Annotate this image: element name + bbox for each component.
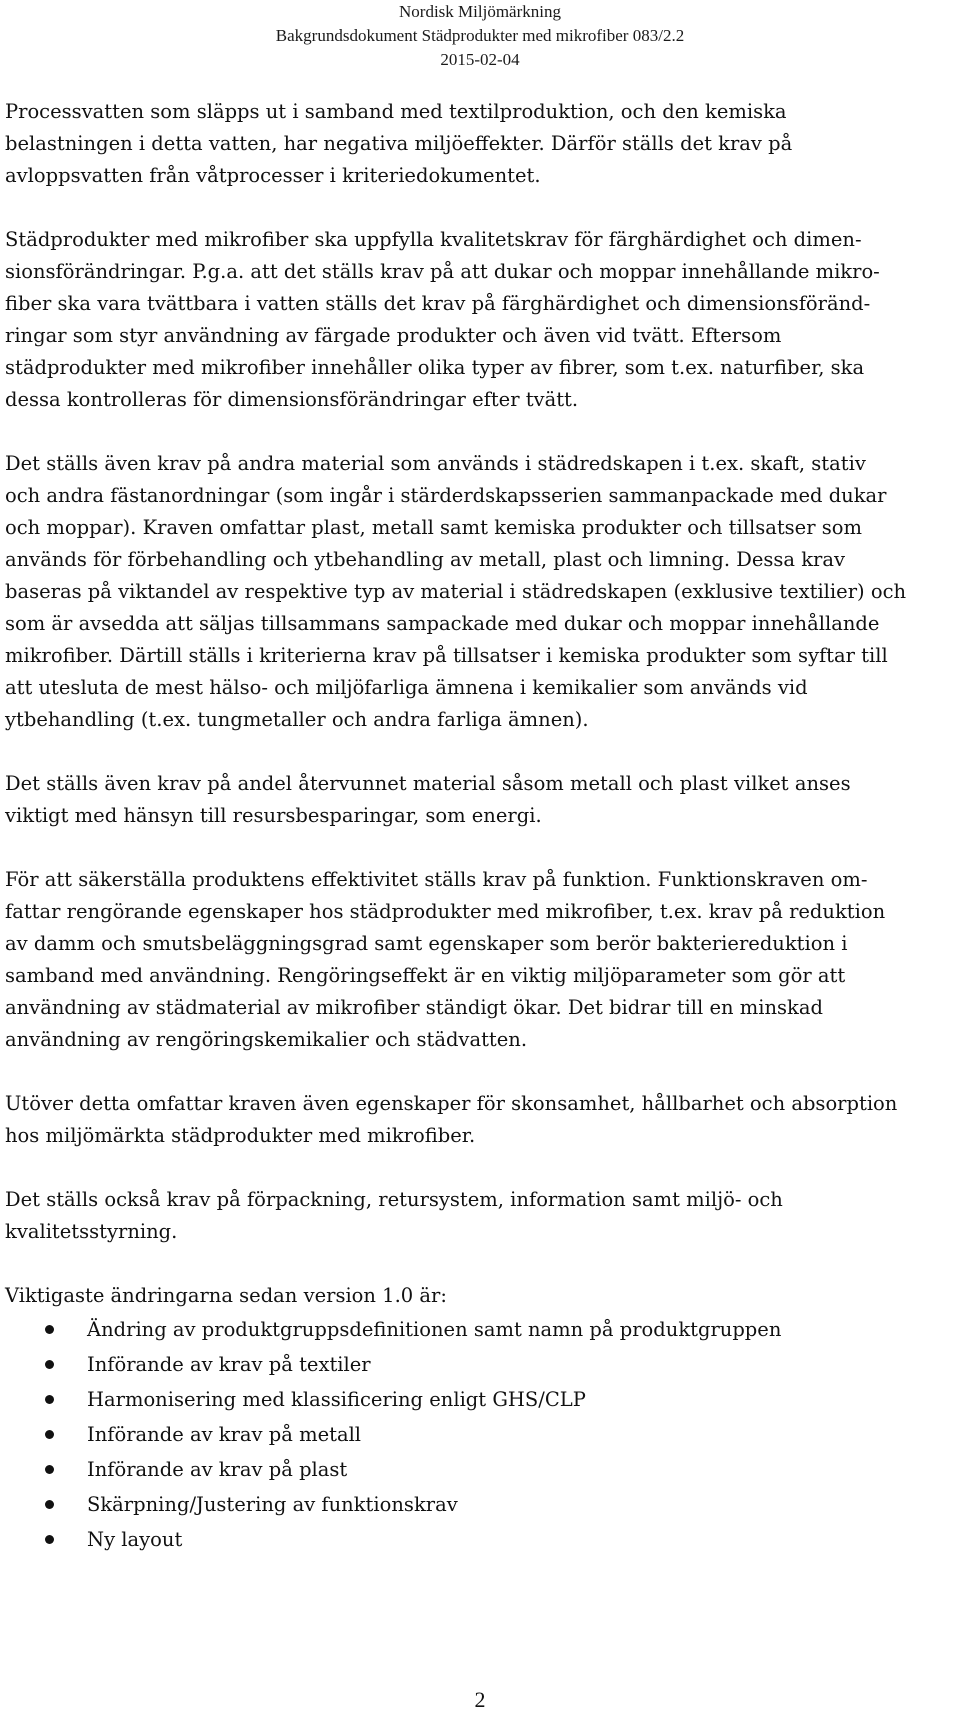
document-body	[5, 96, 955, 1557]
list-item-text: Ny layout	[87, 1528, 183, 1551]
paragraph-other-materials: Det ställs även krav på andra material som används i städredskapen i t.ex. skaft, stativ och andra fästanordningar (som ingår i stärderdskapsserien sammanpackade med dukar och moppar). Kraven omfattar plast, metall samt kemiska produkter och tillsatser som används för förbehandling och ytbehandling av metall, plast och limning. Dessa krav baseras på viktandel av respektive typ av material i städredskapen (exklusive textilier) och som är avsedda att säljas tillsammans sampackade med dukar och moppar innehållande mikrofiber. Därtill ställs i kriterierna krav på tillsatser i kemiska produkter som syftar till att utesluta de mest hälso- och miljöfarliga ämnena i kemikalier som används vid ytbehandling (t.ex. tungmetaller och andra farliga ämnen).	[5, 452, 907, 731]
list-item	[5, 1347, 955, 1382]
page-header	[0, 0, 960, 72]
bullet-icon	[45, 1465, 54, 1474]
list-item	[5, 1417, 955, 1452]
header-date: 2015-02-04	[440, 50, 520, 69]
paragraph-quality-requirements: Städprodukter med mikrofiber ska uppfylla kvalitetskrav för färghärdighet och dimen- sionsförändringar. P.g.a. att det ställs krav på att dukar och moppar innehållande mikro- fiber ska vara tvättbara i vatten ställs det krav på färghärdighet och dimensionsföränd- ringar som styr användning av färgade produkter och även vid tvätt. Eftersom städprodukter med mikrofiber innehåller olika typer av fibrer, som t.ex. naturfiber, ska dessa kontrolleras för dimensionsförändringar efter tvätt.	[5, 228, 880, 411]
bullet-icon	[45, 1430, 54, 1439]
list-item-text: Införande av krav på plast	[87, 1458, 348, 1481]
list-item-text: Införande av krav på metall	[87, 1423, 362, 1446]
changes-intro: Viktigaste ändringarna sedan version 1.0 är:	[5, 1284, 447, 1307]
header-organization: Nordisk Miljömärkning	[399, 2, 561, 21]
paragraph-function-requirements: För att säkerställa produktens effektivitet ställs krav på funktion. Funktionskraven om- fattar rengörande egenskaper hos städprodukter med mikrofiber, t.ex. krav på reduktion av damm och smutsbeläggningsgrad samt egenskaper som berör bakteriereduktion i samband med användning. Rengöringseffekt är en viktig miljöparameter som gör att användning av städmaterial av mikrofiber ständigt ökar. Det bidrar till en minskad användning av rengöringskemikalier och städvatten.	[5, 868, 886, 1051]
bullet-icon	[45, 1325, 54, 1334]
bullet-icon	[45, 1360, 54, 1369]
list-item-text: Ändring av produktgruppsdefinitionen samt namn på produktgruppen	[87, 1318, 782, 1341]
paragraph-packaging: Det ställs också krav på förpackning, retursystem, information samt miljö- och kvalitetsstyrning.	[5, 1188, 783, 1243]
changes-list	[5, 1312, 955, 1557]
list-item	[5, 1452, 955, 1487]
list-item	[5, 1312, 955, 1347]
page-number: 2	[474, 1687, 486, 1712]
list-item-text: Harmonisering med klassificering enligt GHS/CLP	[87, 1388, 586, 1411]
paragraph-recycled-material: Det ställs även krav på andel återvunnet material såsom metall och plast vilket anses viktigt med hänsyn till resursbesparingar, som energi.	[5, 772, 851, 827]
paragraph-process-water: Processvatten som släpps ut i samband med textilproduktion, och den kemiska belastningen i detta vatten, har negativa miljöeffekter. Därför ställs det krav på avloppsvatten från våtprocesser i kriteriedokumentet.	[5, 100, 793, 187]
bullet-icon	[45, 1395, 54, 1404]
paragraph-gentleness-durability: Utöver detta omfattar kraven även egenskaper för skonsamhet, hållbarhet och absorption hos miljömärkta städprodukter med mikrofiber.	[5, 1092, 898, 1147]
list-item	[5, 1487, 955, 1522]
list-item-text: Införande av krav på textiler	[87, 1353, 371, 1376]
list-item	[5, 1522, 955, 1557]
list-item-text: Skärpning/Justering av funktionskrav	[87, 1493, 458, 1516]
bullet-icon	[45, 1500, 54, 1509]
bullet-icon	[45, 1535, 54, 1544]
list-item	[5, 1382, 955, 1417]
header-document-title: Bakgrundsdokument Städprodukter med mikrofiber 083/2.2	[275, 26, 685, 45]
